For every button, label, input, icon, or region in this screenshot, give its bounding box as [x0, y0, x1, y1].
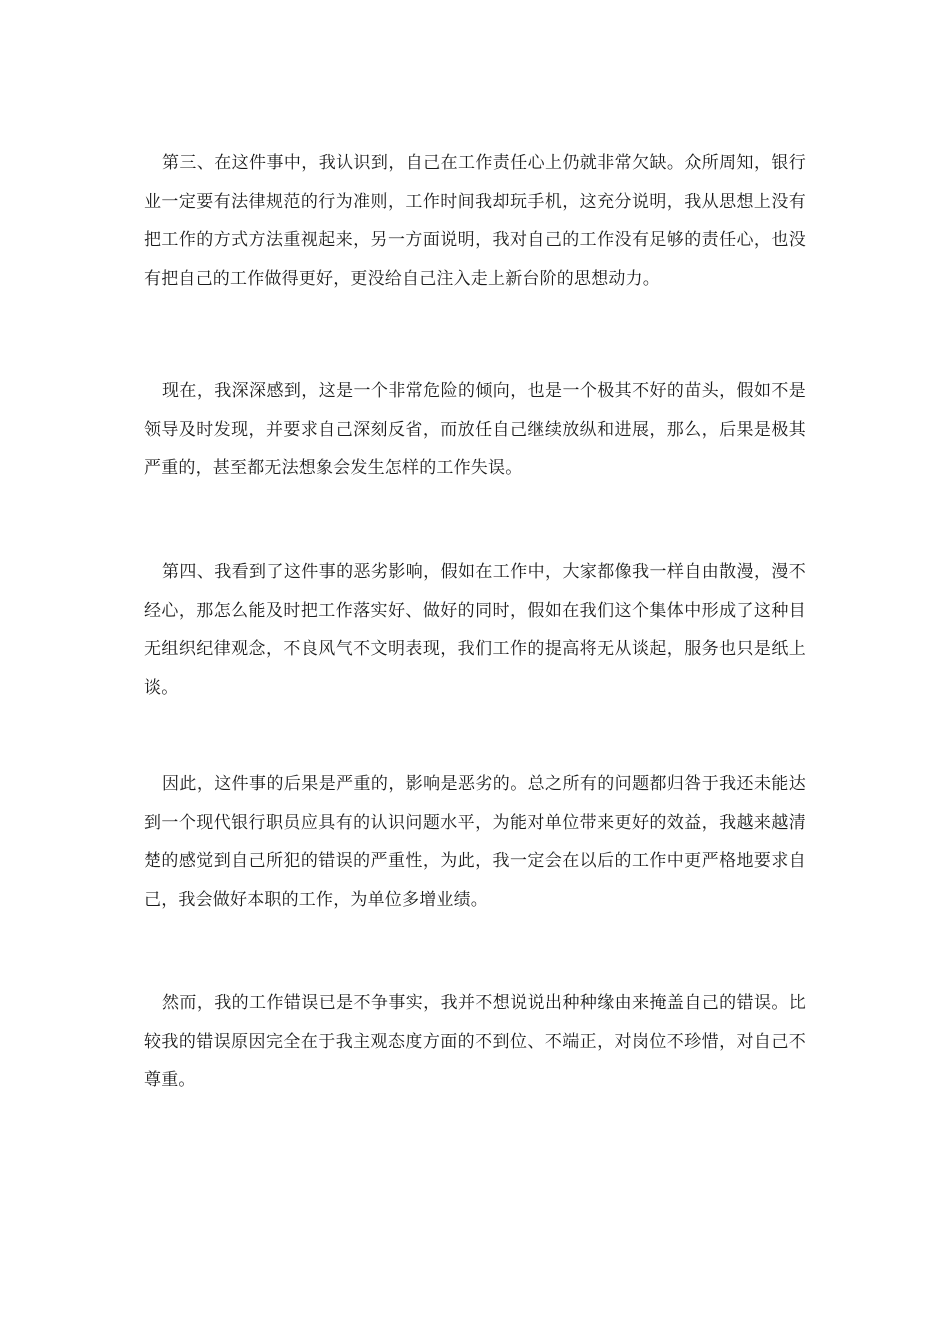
paragraph-influence: 第四、我看到了这件事的恶劣影响，假如在工作中，大家都像我一样自由散漫，漫不经心，那怎么能及时把工作落实好、做好的同时，假如在我们这个集体中形成了这种目无组织纪律观念，不良风气不文明表现，我们工作的提高将无从谈起，服务也只是纸上谈。 [144, 562, 806, 698]
paragraph-responsibility: 第三、在这件事中，我认识到，自己在工作责任心上仍就非常欠缺。众所周知，银行业一定要有法律规范的行为准则，工作时间我却玩手机，这充分说明，我从思想上没有把工作的方式方法重视起来，另一方面说明，我对自己的工作没有足够的责任心，也没有把自己的工作做得更好，更没给自己注入走上新台阶的思想动力。 [144, 153, 806, 289]
paragraph-danger: 现在，我深深感到，这是一个非常危险的倾向，也是一个极其不好的苗头，假如不是领导及时发现，并要求自己深刻反省，而放任自己继续放纵和进展，那么，后果是极其严重的，甚至都无法想象会发生怎样的工作失误。 [144, 381, 806, 478]
paragraph-attitude: 然而，我的工作错误已是不争事实，我并不想说说出种种缘由来掩盖自己的错误。比较我的错误原因完全在于我主观态度方面的不到位、不端正，对岗位不珍惜，对自己不尊重。 [144, 993, 806, 1090]
paragraph-consequence: 因此，这件事的后果是严重的，影响是恶劣的。总之所有的问题都归咎于我还未能达到一个现代银行职员应具有的认识问题水平，为能对单位带来更好的效益，我越来越清楚的感觉到自己所犯的错误的严重性，为此，我一定会在以后的工作中更严格地要求自己，我会做好本职的工作，为单位多增业绩。 [144, 774, 806, 910]
